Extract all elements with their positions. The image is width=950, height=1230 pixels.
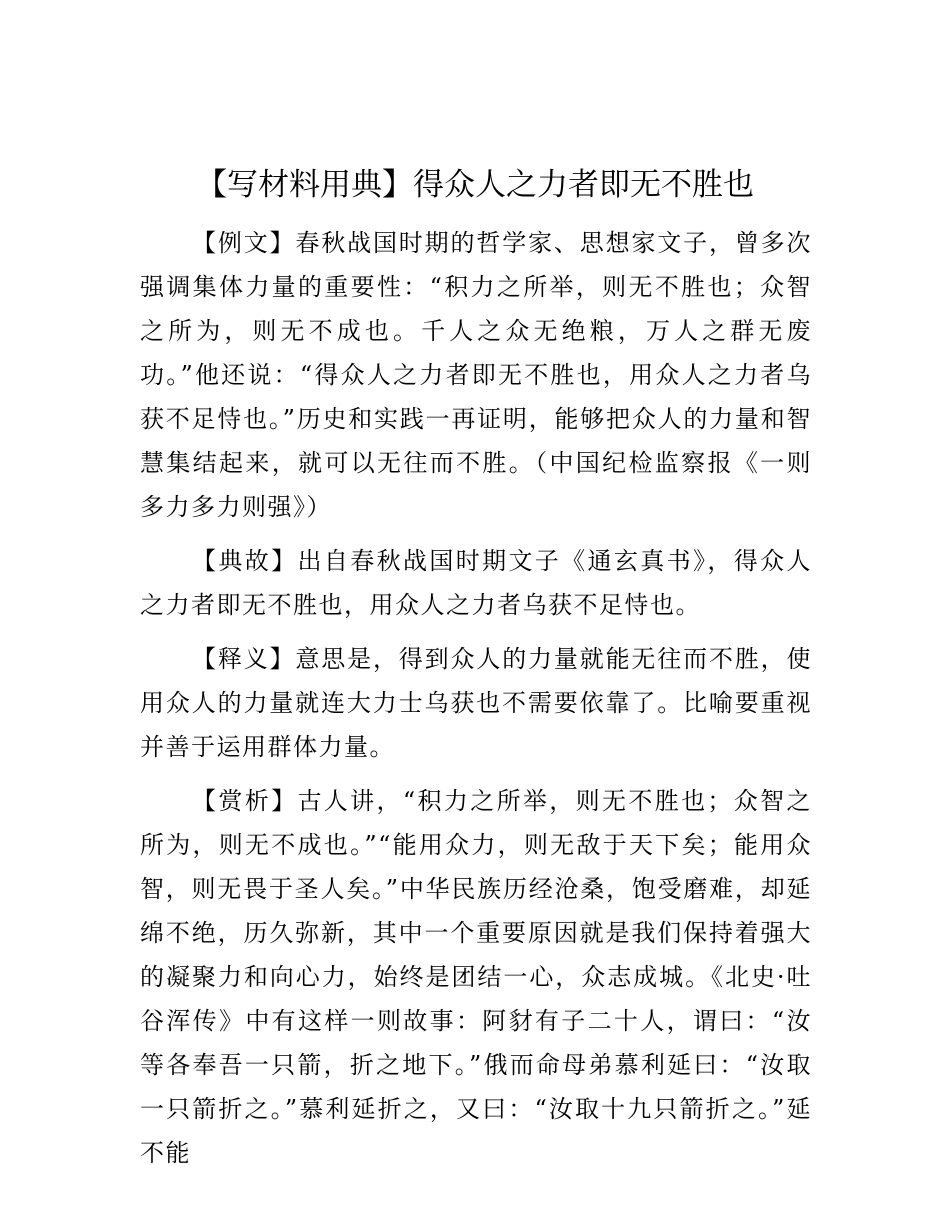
paragraph-appreciation [140, 779, 812, 1175]
document-title: 【写材料用典】得众人之力者即无不胜也 [196, 167, 754, 203]
paragraph-allusion [140, 539, 812, 627]
paragraph-text: 春秋战国时期的哲学家、思想家文子，曾多次强调集体力量的重要性：“积力之所举，则无不胜也；众智之所为，则无不成也。千人之众无绝粮，万人之群无废功。”他还说：“得众人之力者即无不胜也，用众人之力者乌获不足恃也。”历史和实践一再证明，能够把众人的力量和智慧集结起来，就可以无往而不胜。（中国纪检监察报《一则多力多力则强》） [140, 229, 813, 521]
section-tag-allusion: 【典故】 [192, 547, 298, 575]
paragraph-text: 意思是，得到众人的力量就能无往而不胜，使用众人的力量就连大力士乌获也不需要依靠了。比喻要重视并善于运用群体力量。 [140, 645, 813, 761]
document-body [140, 221, 812, 1185]
paragraph-text: 出自春秋战国时期文子《通玄真书》，得众人之力者即无不胜也，用众人之力者乌获不足恃也。 [140, 547, 813, 619]
paragraph-meaning [140, 637, 812, 769]
paragraph-example [140, 221, 812, 529]
section-tag-meaning: 【释义】 [192, 645, 296, 673]
section-tag-example: 【例文】 [192, 229, 296, 257]
paragraph-text: 古人讲，“积力之所举，则无不胜也；众智之所为，则无不成也。”“能用众力，则无敌于天下矣；能用众智，则无畏于圣人矣。”中华民族历经沧桑，饱受磨难，却延绵不绝，历久弥新，其中一个重要原因就是我们保持着强大的凝聚力和向心力，始终是团结一心，众志成城。《北史·吐谷浑传》中有这样一则故事：阿豺有子二十人，谓曰：“汝等各奉吾一只箭，折之地下。”俄而命母弟慕利延曰：“汝取一只箭折之。”慕利延折之，又曰：“汝取十九只箭折之。”延不能 [140, 787, 812, 1167]
section-tag-appreciation: 【赏析】 [192, 787, 298, 815]
